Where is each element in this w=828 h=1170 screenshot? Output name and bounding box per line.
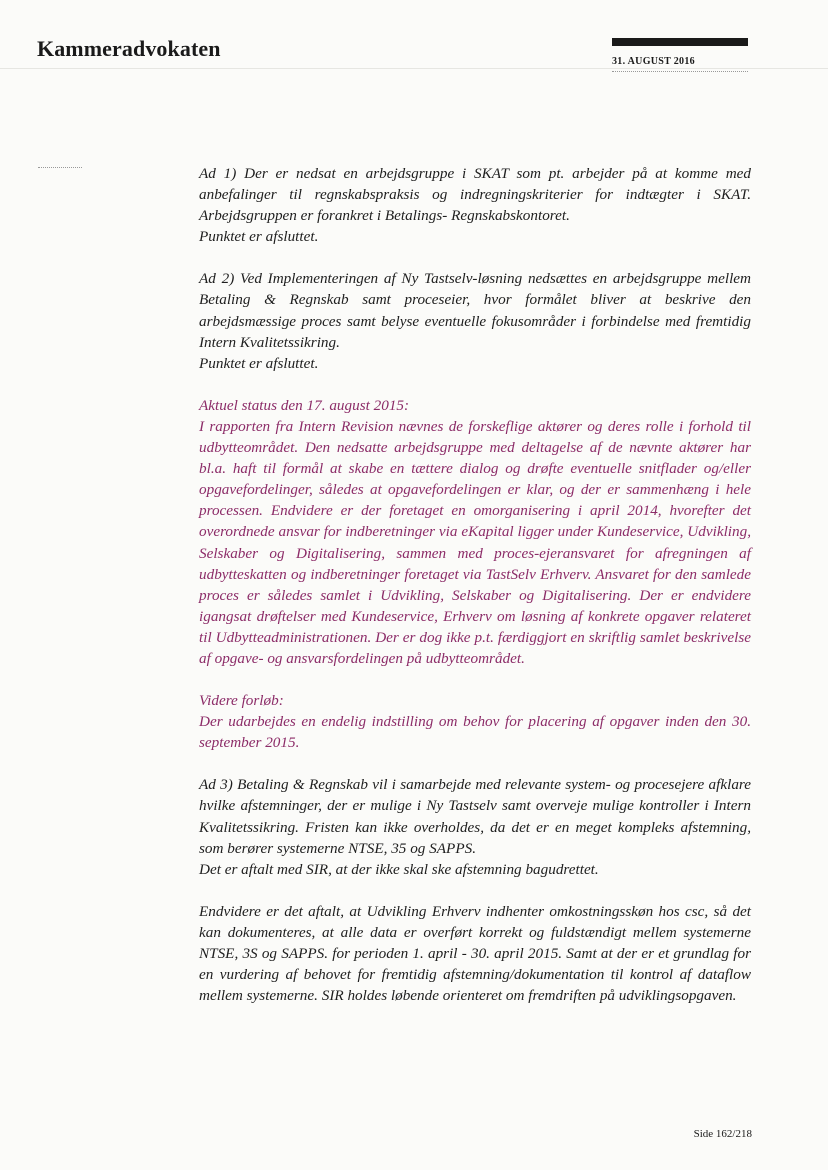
date-bar	[612, 38, 748, 46]
paragraph-ad2-text: Ad 2) Ved Implementeringen af Ny Tastselv-løsning nedsættes en arbejdsgruppe mellem Betaling & Regnskab samt proceseier, hvor formålet bliver at beskrive den arbejdsmæssige proces samt belyse eventuelle fokusområder i forbindelse med fremtidig Intern Kvalitetssikring.	[199, 270, 751, 351]
status-text: I rapporten fra Intern Revision nævnes de forskeflige aktører og deres rolle i forhold til udbytteområdet. Den nedsatte arbejdsgruppe med deltagelse af de nævnte aktører har bl.a. haft til formål at skabe en tættere dialog og drøfte eventuelle snitflader og/eller opgavefordelinger, således at opgavefordelingen er klar, og der er sammenhæng i hele processen. Endvidere er der foretaget en omorganisering i april 2014, hvorefter det overordnede ansvar for indberetninger via eKapital ligger under Kundeservice, Udvikling, Selskaber og Digitalisering, sammen med proces-ejeransvaret for afregningen af udbytteskatten og indberetninger foretaget via TastSelv Erhverv. Ansvaret for den samlede proces er således samlet i Udvikling, Selskaber og Digitalisering. Der er endvidere igangsat drøftelser med Kundeservice, Erhverv om løsning af konkrete opgaver relateret til Udbytteadministrationen. Der er dog ikke p.t. færdiggjort en skriftlig samlet beskrivelse af opgave- og ansvarsfordelingen på udbytteområdet.	[199, 417, 751, 667]
margin-dotted-rule	[38, 167, 82, 168]
paragraph-ad1-conclusion: Punktet er afsluttet.	[199, 228, 319, 246]
videre-heading: Videre forløb:	[199, 692, 284, 710]
header-title: Kammeradvokaten	[37, 36, 221, 61]
date-block	[612, 38, 748, 72]
paragraph-ad3-conclusion: Det er aftalt med SIR, at der ikke skal ske afstemning bagudrettet.	[199, 860, 599, 878]
body-text	[199, 163, 751, 1006]
spacer	[199, 880, 751, 901]
page-number: Side 162/218	[693, 1128, 752, 1140]
spacer	[199, 669, 751, 690]
status-heading: Aktuel status den 17. august 2015:	[199, 396, 410, 414]
spacer	[199, 247, 751, 268]
paragraph-endvidere-text: Endvidere er det aftalt, at Udvikling Erhverv indhenter omkostningsskøn hos csc, så det kan dokumenteres, at alle data er overført korrekt og fuldstændigt mellem systemerne NTSE, 3S og SAPPS. for perioden 1. april - 30. april 2015. Samt at der er et grundlag for en vurdering af behovet for fremtidig afstemning/dokumentation til kontrol af dataflow mellem systemerne. SIR holdes løbende orienteret om fremdriften på udviklingsopgaven.	[199, 902, 751, 1005]
spacer	[199, 753, 751, 774]
header-date: 31. AUGUST 2016	[612, 56, 695, 67]
paragraph-ad1-text: Ad 1) Der er nedsat en arbejdsgruppe i SKAT som pt. arbejder på at komme med anbefalinger til regnskabspraksis og indregningskriterier for indtægter i SKAT. Arbejdsgruppen er forankret i Betalings- Regnskabskontoret.	[199, 165, 751, 225]
date-dotted-rule	[612, 71, 748, 72]
videre-text: Der udarbejdes en endelig indstilling om behov for placering af opgaver inden den 30. september 2015.	[199, 713, 751, 752]
spacer	[199, 374, 751, 395]
paragraph-ad2-conclusion: Punktet er afsluttet.	[199, 354, 319, 372]
paragraph-ad3-text: Ad 3) Betaling & Regnskab vil i samarbejde med relevante system- og procesejere afklare hvilke afstemninger, der er mulige i Ny Tastselv samt overveje mulige kontroller i Intern Kvalitetssikring. Fristen kan ikke overholdes, da det er en meget kompleks afstemning, som berører systemerne NTSE, 35 og SAPPS.	[199, 776, 751, 857]
